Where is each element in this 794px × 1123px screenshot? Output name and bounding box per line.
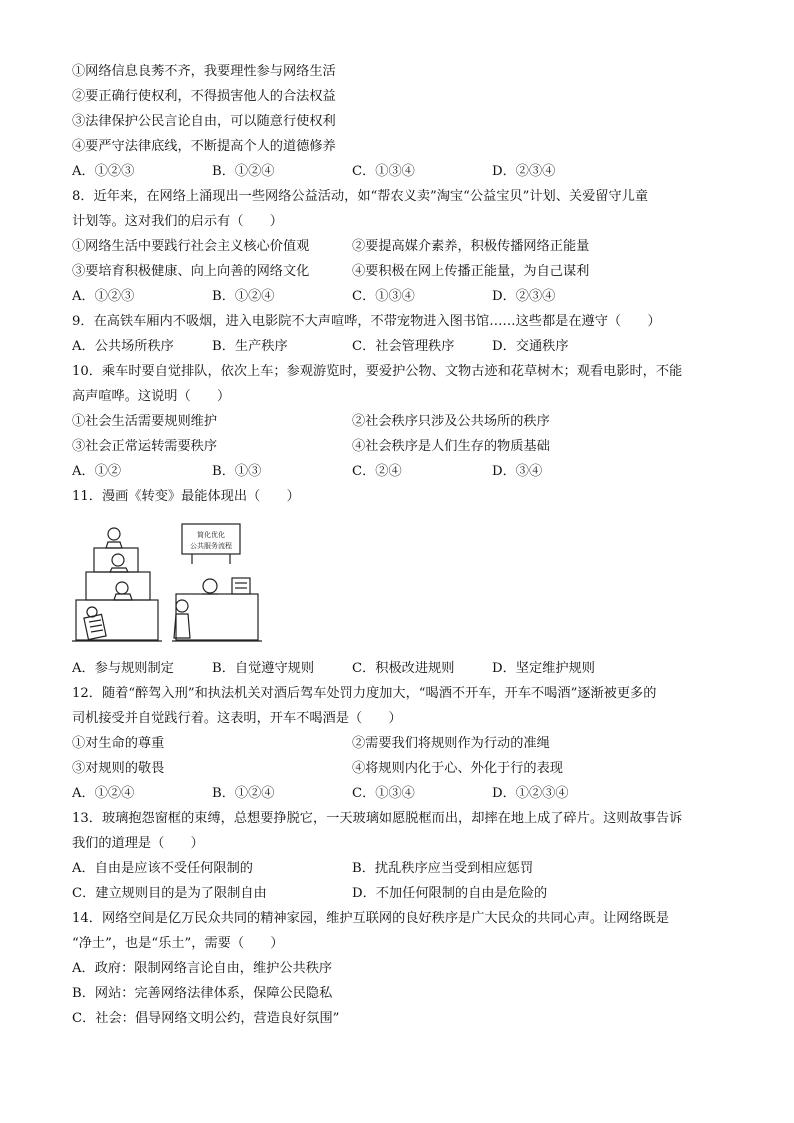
q10-option-b[interactable]: B．①③: [212, 464, 262, 479]
q8-item-2: ②要提高媒介素养，积极传播网络正能量: [352, 239, 590, 254]
q9-option-d[interactable]: D．交通秩序: [492, 339, 569, 354]
q10-option-c[interactable]: C．②④: [352, 464, 402, 479]
q13-option-d[interactable]: D．不加任何限制的自由是危险的: [352, 886, 548, 901]
q14-stem-line1: 14．网络空间是亿万民众共同的精神家园，维护互联网的良好秩序是广大民众的共同心声。让网络既是: [72, 911, 670, 926]
q12-items-row1: [72, 734, 722, 754]
q12-stem-line1: 12．随着“醉驾入刑”和执法机关对酒后驾车处罚力度加大，“喝酒不开车，开车不喝酒”逐渐被更多的: [72, 686, 657, 701]
q9-option-b[interactable]: B．生产秩序: [212, 339, 288, 354]
q8-item-4: ④要积极在网上传播正能量，为自己谋利: [352, 264, 590, 279]
q14-stem-line2: “净土”，也是“乐土”，需要（ ）: [72, 936, 284, 951]
q14-option-a[interactable]: A．政府：限制网络言论自由，维护公共秩序: [72, 961, 333, 976]
q10-option-a[interactable]: A．①②: [72, 464, 122, 479]
q8-stem-line1: 8．近年来，在网络上涌现出一些网络公益活动，如“帮农义卖”淘宝“公益宝贝”计划、关爱留守儿童: [72, 189, 649, 204]
q11-option-a[interactable]: A．参与规则制定: [72, 661, 174, 676]
q9-option-a[interactable]: A．公共场所秩序: [72, 339, 174, 354]
q13-stem-line2: 我们的道理是（ ）: [72, 836, 204, 851]
q14-option-c[interactable]: C．社会：倡导网络文明公约，营造良好氛围”: [72, 1011, 340, 1026]
q8-option-b[interactable]: B．①②④: [212, 289, 275, 304]
q10-item-2: ②社会秩序只涉及公共场所的秩序: [352, 414, 550, 429]
q10-item-4: ④社会秩序是人们生存的物质基础: [352, 439, 550, 454]
q10-stem-line2: 高声喧哗。这说明（ ）: [72, 389, 231, 404]
cartoon-transformation: [72, 520, 262, 650]
q8-item-3: ③要培育积极健康、向上向善的网络文化: [72, 264, 310, 279]
counter-bottom: [76, 600, 158, 640]
q13-option-c[interactable]: C．建立规则目的是为了限制自由: [72, 886, 267, 901]
counter-middle: [86, 572, 150, 600]
q12-items-row2: [72, 759, 722, 779]
q8-option-d[interactable]: D．②③④: [492, 289, 556, 304]
q10-item-1: ①社会生活需要规则维护: [72, 414, 218, 429]
q9-option-c[interactable]: C．社会管理秩序: [352, 339, 455, 354]
q8-items-row2: [72, 262, 722, 282]
q12-option-c[interactable]: C．①③④: [352, 786, 415, 801]
q10-option-d[interactable]: D．③④: [492, 464, 543, 479]
q8-stem-line2: 计划等。这对我们的启示有（ ）: [72, 214, 283, 229]
q13-option-a[interactable]: A．自由是应该不受任何限制的: [72, 861, 253, 876]
q13-option-b[interactable]: B．扰乱秩序应当受到相应惩罚: [352, 861, 534, 876]
q9-stem: 9．在高铁车厢内不吸烟，进入电影院不大声喧哗，不带宠物进入图书馆……这些都是在遵守（ ）: [72, 314, 661, 329]
q7-option-c[interactable]: C．①③④: [352, 164, 415, 179]
q12-option-b[interactable]: B．①②④: [212, 786, 275, 801]
q10-items-row2: [72, 437, 722, 457]
cartoon-illustration: [72, 520, 262, 650]
q7-option-a[interactable]: A．①②③: [72, 164, 135, 179]
sign-text-line1: 简化优化: [197, 531, 225, 539]
q13-options-row1: [72, 859, 722, 879]
q12-stem-line2: 司机接受并自觉践行着。这表明，开车不喝酒是（ ）: [72, 711, 402, 726]
q12-item-3: ③对规则的敬畏: [72, 761, 165, 776]
q12-option-d[interactable]: D．①②③④: [492, 786, 569, 801]
sign-text-line2: 公共服务流程: [190, 542, 232, 550]
q11-option-b[interactable]: B．自觉遵守规则: [212, 661, 315, 676]
q12-item-2: ②需要我们将规则作为行动的准绳: [352, 736, 550, 751]
q8-items-row1: [72, 237, 722, 257]
q8-item-1: ①网络生活中要践行社会主义核心价值观: [72, 239, 310, 254]
q13-options-row2: [72, 884, 722, 904]
q11-option-c[interactable]: C．积极改进规则: [352, 661, 455, 676]
q10-items-row1: [72, 412, 722, 432]
q7-item-4: ④要严守法律底线，不断提高个人的道德修养: [72, 139, 336, 154]
q11-stem: 11．漫画《转变》最能体现出（ ）: [72, 489, 300, 504]
q10-item-3: ③社会正常运转需要秩序: [72, 439, 218, 454]
q8-option-c[interactable]: C．①③④: [352, 289, 415, 304]
q8-option-a[interactable]: A．①②③: [72, 289, 135, 304]
q12-option-a[interactable]: A．①②④: [72, 786, 135, 801]
q7-item-2: ②要正确行使权利，不得损害他人的合法权益: [72, 89, 336, 104]
q7-option-b[interactable]: B．①②④: [212, 164, 275, 179]
q7-item-1: ①网络信息良莠不齐，我要理性参与网络生活: [72, 64, 336, 79]
q12-item-1: ①对生命的尊重: [72, 736, 165, 751]
q13-stem-line1: 13．玻璃抱怨窗框的束缚，总想要挣脱它，一天玻璃如愿脱框而出，却摔在地上成了碎片。这则故事告诉: [72, 811, 683, 826]
q7-option-d[interactable]: D．②③④: [492, 164, 556, 179]
q14-option-b[interactable]: B．网站：完善网络法律体系，保障公民隐私: [72, 986, 333, 1001]
q12-item-4: ④将规则内化于心、外化于行的表现: [352, 761, 563, 776]
q11-option-d[interactable]: D．坚定维护规则: [492, 661, 595, 676]
q7-item-3: ③法律保护公民言论自由，可以随意行使权利: [72, 114, 336, 129]
q10-stem-line1: 10．乘车时要自觉排队，依次上车；参观游览时，要爱护公物、文物古迹和花草树木；观看电影时，不能: [72, 364, 683, 379]
